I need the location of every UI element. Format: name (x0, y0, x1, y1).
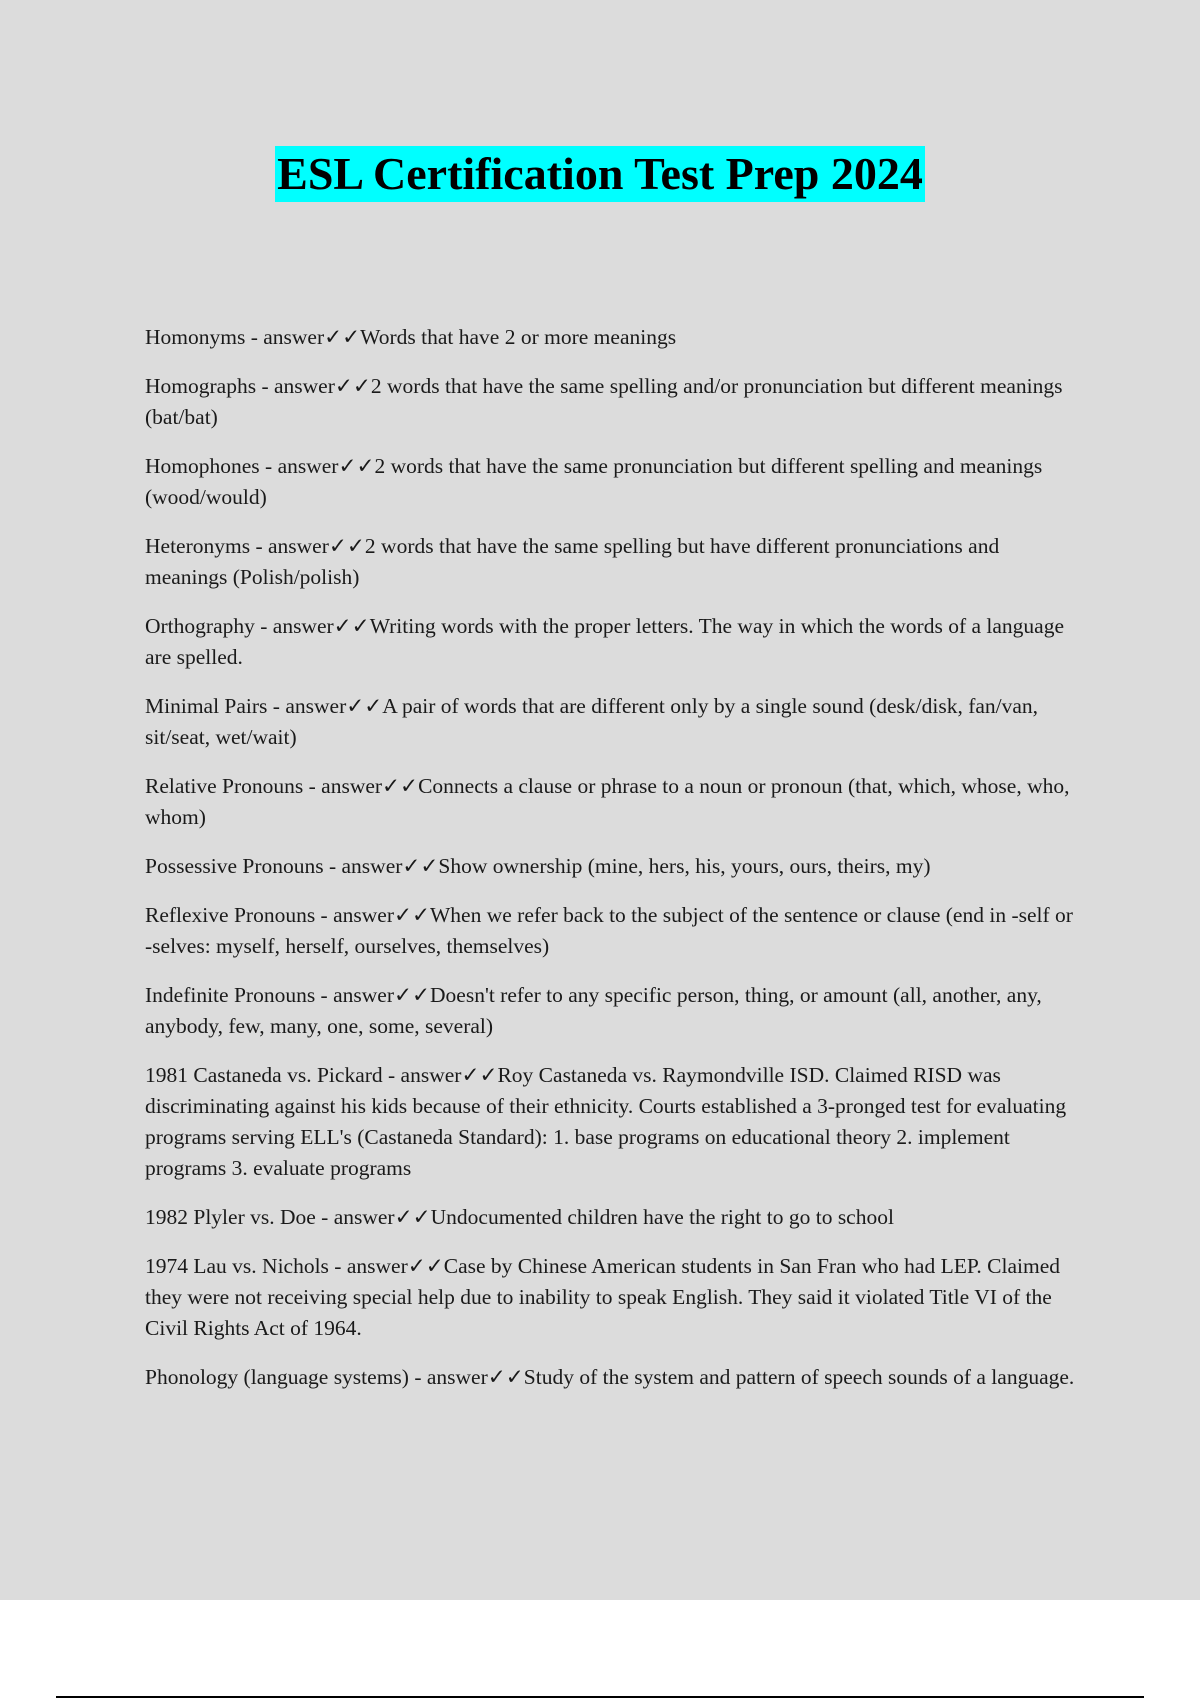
page-title: ESL Certification Test Prep 2024 (275, 146, 925, 202)
entry-plyler-vs-doe: 1982 Plyler vs. Doe - answer✓✓Undocumented children have the right to go to school (145, 1205, 894, 1229)
entry-homophones: Homophones - answer✓✓2 words that have the same pronunciation but different spelling and meanings (wood/would) (145, 454, 1043, 509)
entry-homographs: Homographs - answer✓✓2 words that have the same spelling and/or pronunciation but different meanings (bat/bat) (145, 374, 1063, 429)
entry-castaneda-vs-pickard: 1981 Castaneda vs. Pickard - answer✓✓Roy Castaneda vs. Raymondville ISD. Claimed RISD was discriminating against his kids because of their ethnicity. Courts established a 3-pronged test for evaluating programs serving ELL's (Castaneda Standard): 1. base programs on educational theory 2. implement programs 3. evaluate programs (145, 1063, 1067, 1180)
entry-reflexive-pronouns: Reflexive Pronouns - answer✓✓When we refer back to the subject of the sentence or clause (end in -self or -selves: myself, herself, ourselves, themselves) (145, 903, 1073, 958)
entry-minimal-pairs: Minimal Pairs - answer✓✓A pair of words that are different only by a single sound (desk/disk, fan/van, sit/seat, wet/wait) (145, 694, 1039, 749)
title-container (0, 146, 1200, 202)
entry-heteronyms: Heteronyms - answer✓✓2 words that have the same spelling but have different pronunciations and meanings (Polish/polish) (145, 534, 1000, 589)
entry-homonyms: Homonyms - answer✓✓Words that have 2 or more meanings (145, 325, 677, 349)
entry-possessive-pronouns: Possessive Pronouns - answer✓✓Show ownership (mine, hers, his, yours, ours, theirs, my) (145, 854, 931, 878)
entry-indefinite-pronouns: Indefinite Pronouns - answer✓✓Doesn't refer to any specific person, thing, or amount (all, another, any, anybody, few, many, one, some, several) (145, 983, 1042, 1038)
entry-relative-pronouns: Relative Pronouns - answer✓✓Connects a clause or phrase to a noun or pronoun (that, which, whose, who, whom) (145, 774, 1070, 829)
footer-divider (56, 1696, 1144, 1698)
entry-lau-vs-nichols: 1974 Lau vs. Nichols - answer✓✓Case by Chinese American students in San Fran who had LEP. Claimed they were not receiving special help due to inability to speak English. They said it violated Title VI of the Civil Rights Act of 1964. (145, 1254, 1060, 1340)
entry-orthography: Orthography - answer✓✓Writing words with the proper letters. The way in which the words of a language are spelled. (145, 614, 1065, 669)
entry-phonology: Phonology (language systems) - answer✓✓Study of the system and pattern of speech sounds of a language. (145, 1365, 1075, 1389)
entry-list (145, 322, 1085, 1411)
